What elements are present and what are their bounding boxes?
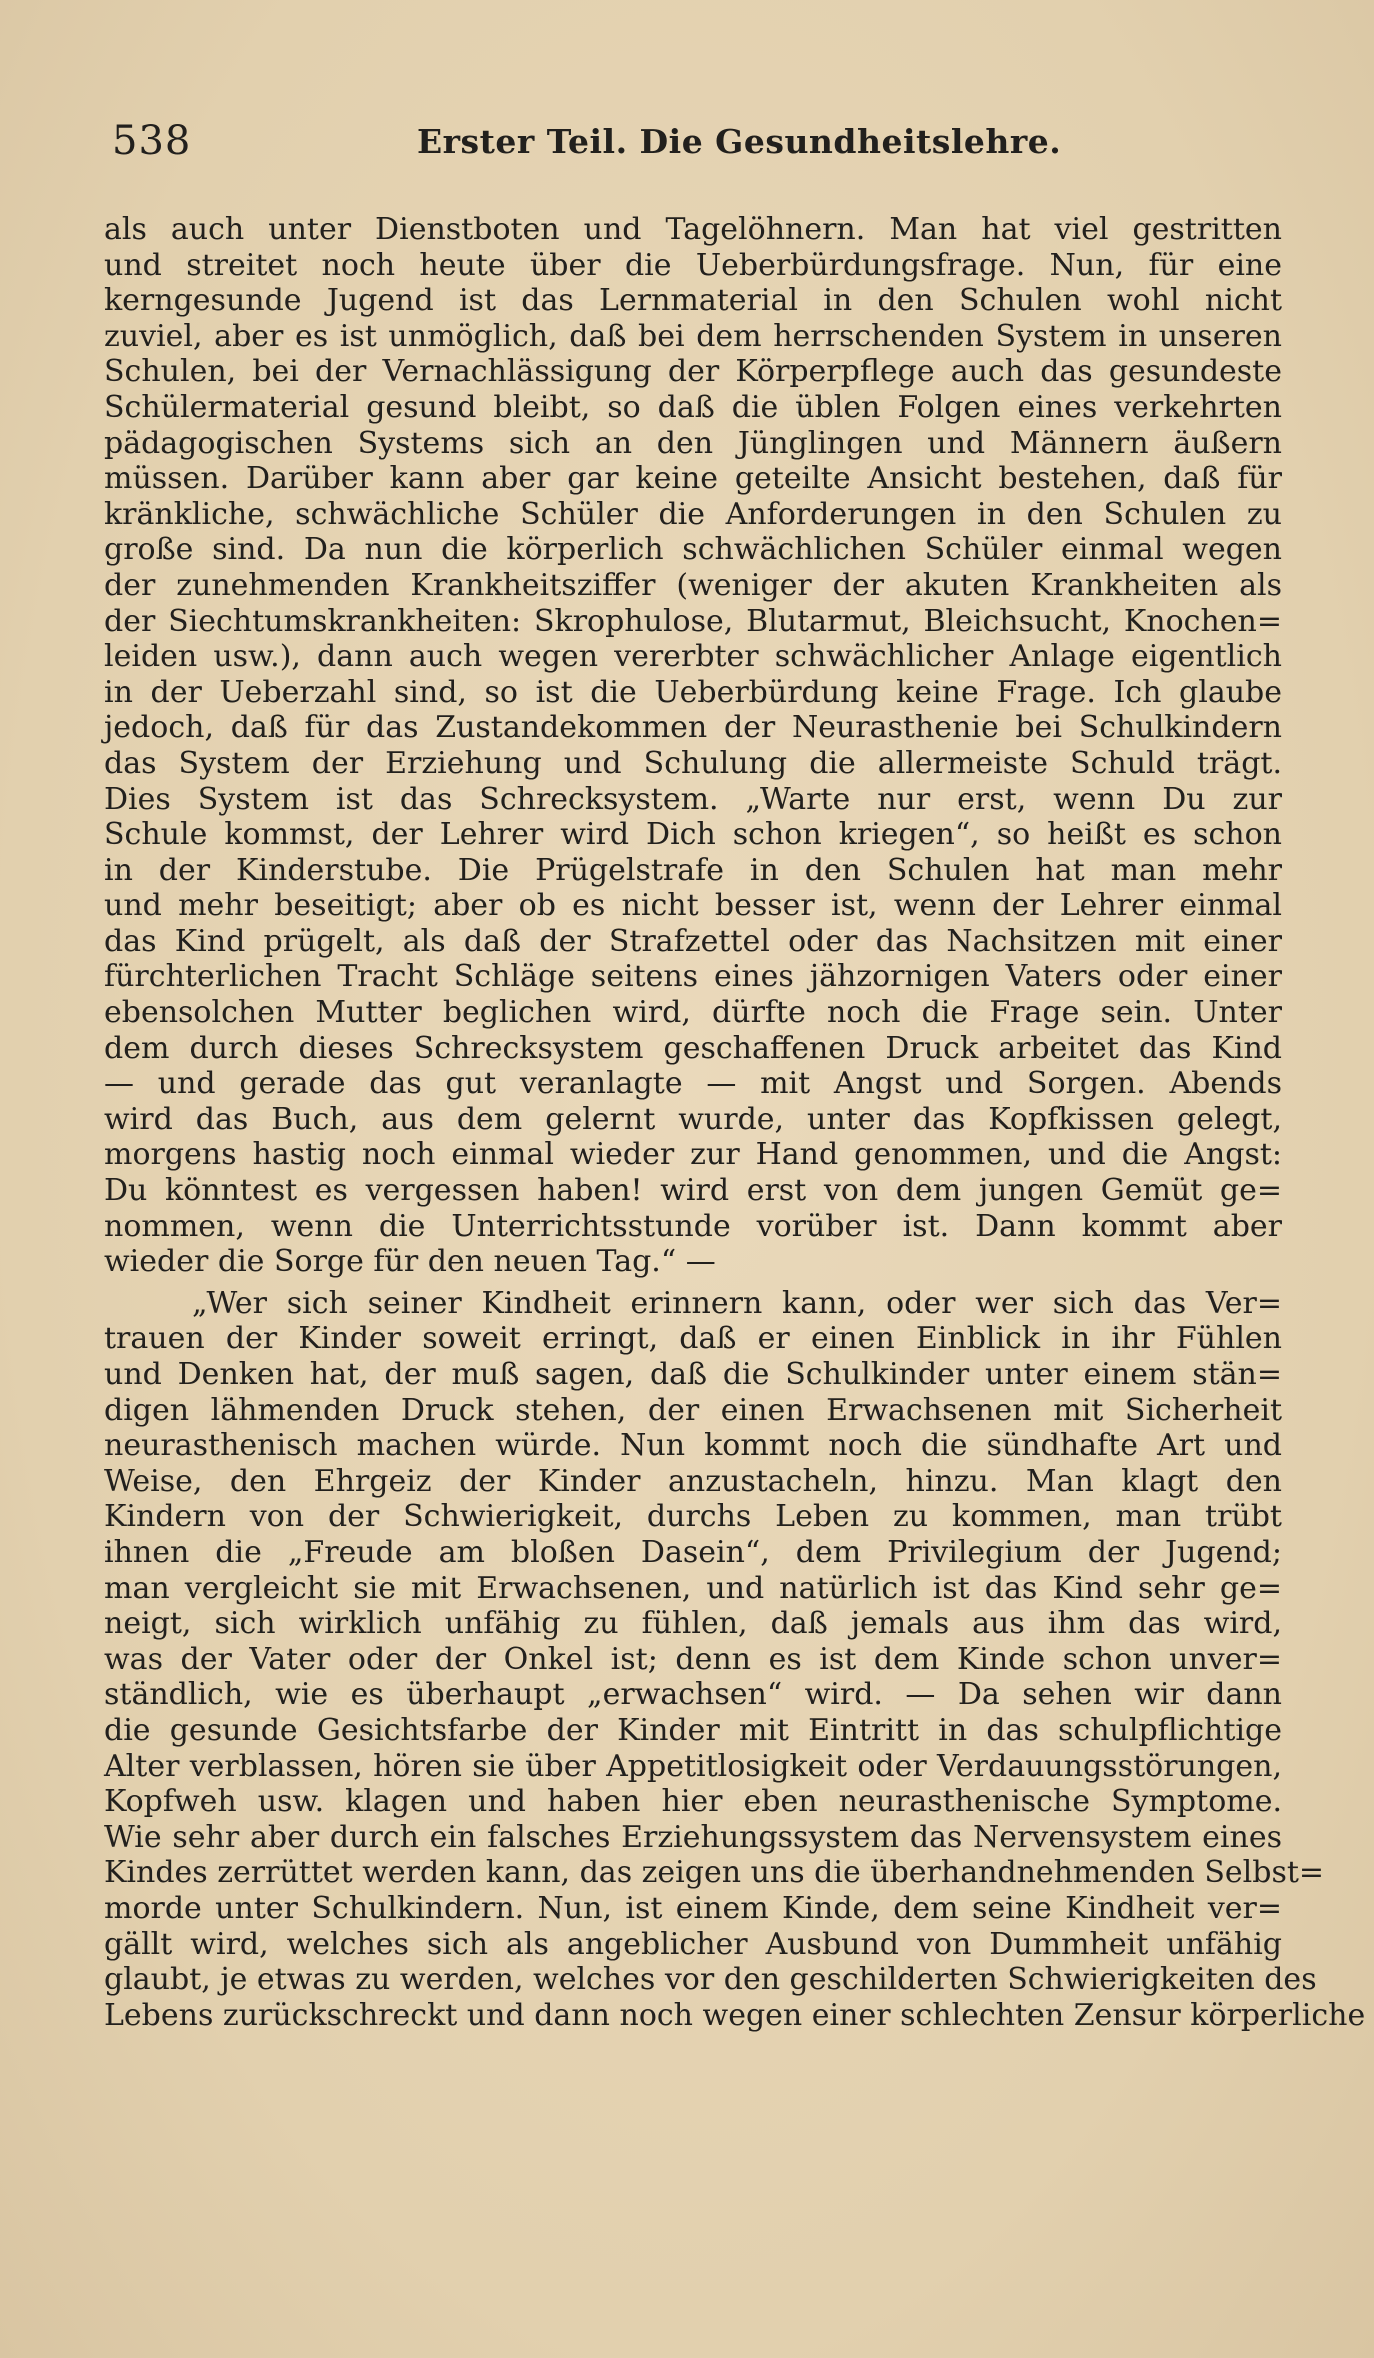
running-head: Erster Teil. Die Gesundheitslehre.: [417, 122, 1062, 161]
text-line: — und gerade das gut veranlagte — mit Angst und Sorgen. Abends: [104, 1066, 1282, 1102]
text-line: ihnen die „Freude am bloßen Dasein“, dem Privilegium der Jugend;: [104, 1534, 1282, 1570]
text-line: pädagogischen Systems sich an den Jünglingen und Männern äußern: [104, 425, 1282, 461]
text-line: kerngesunde Jugend ist das Lernmaterial in den Schulen wohl nicht: [104, 283, 1282, 319]
text-line: das System der Erziehung und Schulung die allermeiste Schuld trägt.: [104, 745, 1282, 781]
text-line: „Wer sich seiner Kindheit erinnern kann, oder wer sich das Ver=: [192, 1285, 1282, 1321]
text-line: als auch unter Dienstboten und Tagelöhnern. Man hat viel gestritten: [104, 212, 1282, 247]
text-line: nommen, wenn die Unterrichtsstunde vorüber ist. Dann kommt aber: [104, 1208, 1282, 1244]
text-line: morgens hastig noch einmal wieder zur Hand genommen, und die Angst:: [104, 1137, 1282, 1173]
text-line: Kindern von der Schwierigkeit, durchs Leben zu kommen, man trübt: [104, 1499, 1282, 1535]
text-line: Kindes zerrüttet werden kann, das zeigen uns die überhandnehmenden Selbst=: [104, 1855, 1325, 1891]
text-line: und Denken hat, der muß sagen, daß die Schulkinder unter einem stän=: [104, 1357, 1282, 1392]
text-line: zuviel, aber es ist unmöglich, daß bei dem herrschenden System in unseren: [104, 318, 1282, 354]
text-line: man vergleicht sie mit Erwachsenen, und natürlich ist das Kind sehr ge=: [104, 1570, 1282, 1606]
text-line: der Siechtumskrankheiten: Skrophulose, Blutarmut, Bleichsucht, Knochen=: [104, 603, 1282, 639]
text-line: Kopfweh usw. klagen und haben hier eben neurasthenische Symptome.: [104, 1784, 1282, 1820]
text-line: das Kind prügelt, als daß der Strafzettel oder das Nachsitzen mit einer: [104, 923, 1282, 959]
text-line: große sind. Da nun die körperlich schwächlichen Schüler einmal wegen: [104, 532, 1282, 568]
text-line: was der Vater oder der Onkel ist; denn es ist dem Kinde schon unver=: [104, 1641, 1282, 1677]
text-line: wird das Buch, aus dem gelernt wurde, unter das Kopfkissen gelegt,: [104, 1101, 1282, 1137]
paragraph: [104, 212, 1282, 1280]
text-line: neigt, sich wirklich unfähig zu fühlen, daß jemals aus ihm das wird,: [104, 1606, 1282, 1642]
text-line: Dies System ist das Schrecksystem. „Warte nur erst, wenn Du zur: [104, 781, 1282, 817]
text-line: in der Ueberzahl sind, so ist die Ueberbürdung keine Frage. Ich glaube: [104, 674, 1282, 710]
text-line: wieder die Sorge für den neuen Tag.“ —: [104, 1244, 716, 1280]
text-line: und mehr beseitigt; aber ob es nicht besser ist, wenn der Lehrer einmal: [104, 888, 1282, 924]
text-line: Schülermaterial gesund bleibt, so daß die üblen Folgen eines verkehrten: [104, 389, 1282, 425]
text-line: der zunehmenden Krankheitsziffer (weniger der akuten Krankheiten als: [104, 567, 1282, 603]
text-line: Schulen, bei der Vernachlässigung der Körperpflege auch das gesundeste: [104, 354, 1282, 390]
text-line: gällt wird, welches sich als angeblicher Ausbund von Dummheit unfähig: [104, 1926, 1282, 1962]
text-line: ebensolchen Mutter beglichen wird, dürfte noch die Frage sein. Unter: [104, 995, 1282, 1031]
text-line: Alter verblassen, hören sie über Appetitlosigkeit oder Verdauungsstörungen,: [104, 1748, 1282, 1784]
page-header: [112, 118, 1282, 178]
text-line: die gesunde Gesichtsfarbe der Kinder mit Eintritt in das schulpflichtige: [104, 1712, 1282, 1748]
text-line: in der Kinderstube. Die Prügelstrafe in den Schulen hat man mehr: [104, 852, 1282, 888]
text-line: und streitet noch heute über die Ueberbürdungsfrage. Nun, für eine: [104, 247, 1282, 283]
text-line: kränkliche, schwächliche Schüler die Anforderungen in den Schulen zu: [104, 496, 1282, 532]
page-number: 538: [112, 118, 192, 164]
text-line: jedoch, daß für das Zustandekommen der Neurasthenie bei Schulkindern: [104, 710, 1282, 746]
text-line: Weise, den Ehrgeiz der Kinder anzustacheln, hinzu. Man klagt den: [104, 1463, 1282, 1499]
text-line: Wie sehr aber durch ein falsches Erziehungssystem das Nervensystem eines: [104, 1819, 1282, 1855]
text-line: fürchterlichen Tracht Schläge seitens eines jähzornigen Vaters oder einer: [104, 959, 1282, 995]
text-line: Du könntest es vergessen haben! wird erst von dem jungen Gemüt ge=: [104, 1173, 1282, 1209]
text-line: ständlich, wie es überhaupt „erwachsen“ wird. — Da sehen wir dann: [104, 1677, 1282, 1713]
text-line: neurasthenisch machen würde. Nun kommt noch die sündhafte Art und: [104, 1428, 1282, 1464]
text-line: glaubt, je etwas zu werden, welches vor den geschilderten Schwierigkeiten des: [104, 1962, 1317, 1998]
text-line: digen lähmenden Druck stehen, der einen Erwachsenen mit Sicherheit: [104, 1392, 1282, 1428]
text-line: morde unter Schulkindern. Nun, ist einem Kinde, dem seine Kindheit ver=: [104, 1890, 1282, 1926]
text-line: dem durch dieses Schrecksystem geschaffenen Druck arbeitet das Kind: [104, 1030, 1282, 1066]
text-line: müssen. Darüber kann aber gar keine geteilte Ansicht bestehen, daß für: [104, 461, 1282, 497]
paragraph: [104, 1285, 1366, 2033]
text-line: Lebens zurückschreckt und dann noch wegen einer schlechten Zensur körperliche: [104, 1997, 1366, 2033]
text-line: leiden usw.), dann auch wegen vererbter schwächlicher Anlage eigentlich: [104, 639, 1282, 675]
body-text: [104, 212, 1366, 2033]
text-line: trauen der Kinder soweit erringt, daß er einen Einblick in ihr Fühlen: [104, 1321, 1282, 1357]
text-line: Schule kommst, der Lehrer wird Dich schon kriegen“, so heißt es schon: [104, 817, 1282, 853]
